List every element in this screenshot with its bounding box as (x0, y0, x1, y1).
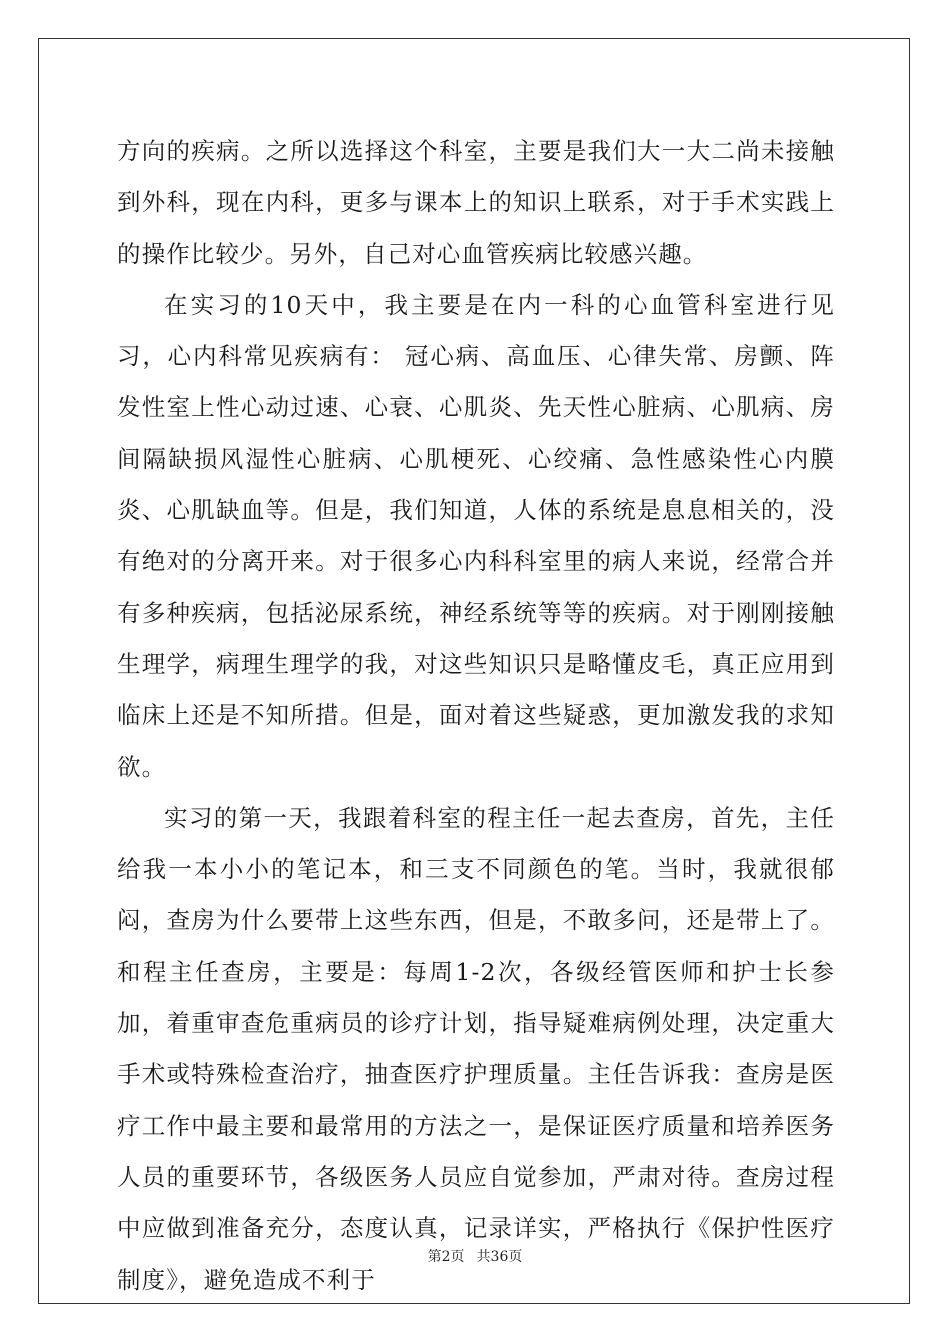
document-body (117, 126, 835, 1306)
page-number: 第2页 (427, 1249, 465, 1265)
paragraph-2: 在实习的10天中，我主要是在内一科的心血管科室进行见习，心内科常见疾病有： 冠心病、高血压、心律失常、房颤、阵发性室上性心动过速、心衰、心肌炎、先天性心脏病、心肌病、房间隔缺损风湿性心脏病、心肌梗死、心绞痛、急性感染性心内膜炎、心肌缺血等。但是，我们知道，人体的系统是息息相关的，没有绝对的分离开来。对于很多心内科科室里的病人来说，经常合并有多种疾病，包括泌尿系统，神经系统等等的疾病。对于刚刚接触生理学，病理生理学的我，对这些知识只是略懂皮毛，真正应用到临床上还是不知所措。但是，面对着这些疑惑，更加激发我的求知欲。 (117, 290, 835, 781)
paragraph-1: 方向的疾病。之所以选择这个科室，主要是我们大一大二尚未接触到外科，现在内科，更多与课本上的知识上联系，对于手术实践上的操作比较少。另外，自己对心血管疾病比较感兴趣。 (117, 137, 835, 268)
page-total: 共36页 (476, 1249, 523, 1265)
page-footer (0, 1246, 950, 1266)
paragraph-3: 实习的第一天，我跟着科室的程主任一起去查房，首先，主任给我一本小小的笔记本，和三支不同颜色的笔。当时，我就很郁闷，查房为什么要带上这些东西，但是，不敢多问，还是带上了。和程主任查房，主要是：每周1-2次，各级经管医师和护士长参加，着重审查危重病员的诊疗计划，指导疑难病例处理，决定重大手术或特殊检查治疗，抽查医疗护理质量。主任告诉我：查房是医疗工作中最主要和最常用的方法之一，是保证医疗质量和培养医务人员的重要环节，各级医务人员应自觉参加，严肃对待。查房过程中应做到准备充分，态度认真，记录详实，严格执行《保护性医疗制度》，避免造成不利于 (117, 803, 835, 1294)
